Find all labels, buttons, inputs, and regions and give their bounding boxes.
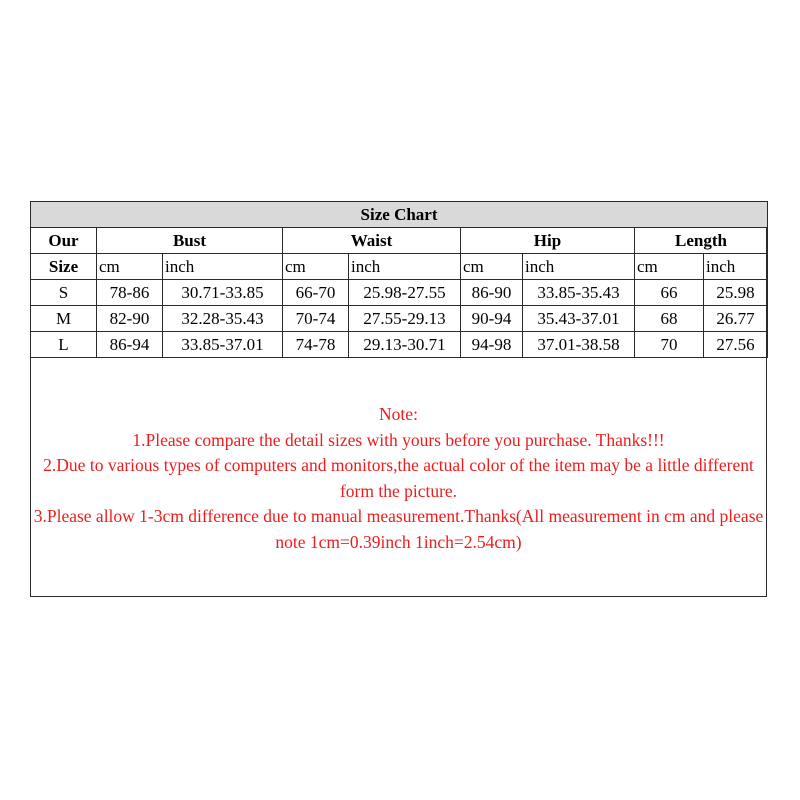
waist-cm-cell: 66-70 [283,280,349,306]
waist-cm-cell: 70-74 [283,306,349,332]
length-cm-cell: 66 [635,280,704,306]
length-inch-cell: 27.56 [704,332,768,358]
waist-inch-header: inch [349,254,461,280]
our-size-header-line1: Our [31,228,97,254]
length-header: Length [635,228,768,254]
size-chart [30,201,767,597]
bust-cm-cell: 78-86 [97,280,163,306]
length-inch-header: inch [704,254,768,280]
waist-inch-cell: 25.98-27.55 [349,280,461,306]
size-cell: S [31,280,97,306]
table-row [31,332,768,358]
our-size-header-line2: Size [31,254,97,280]
length-inch-cell: 25.98 [704,280,768,306]
hip-header: Hip [461,228,635,254]
hip-cm-cell: 86-90 [461,280,523,306]
note-item-3: 3.Please allow 1-3cm difference due to manual measurement.Thanks(All measurement in cm and please note 1cm=0.39inch 1inch=2.54cm) [33,506,764,552]
note-heading: Note: [379,404,418,424]
hip-inch-cell: 37.01-38.58 [523,332,635,358]
bust-inch-cell: 33.85-37.01 [163,332,283,358]
bust-cm-cell: 86-94 [97,332,163,358]
length-cm-header: cm [635,254,704,280]
size-table [30,201,768,358]
bust-inch-cell: 32.28-35.43 [163,306,283,332]
hip-inch-cell: 35.43-37.01 [523,306,635,332]
waist-inch-cell: 29.13-30.71 [349,332,461,358]
hip-cm-header: cm [461,254,523,280]
bust-cm-cell: 82-90 [97,306,163,332]
bust-header: Bust [97,228,283,254]
hip-cm-cell: 94-98 [461,332,523,358]
note-item-2: 2.Due to various types of computers and monitors,the actual color of the item may be a little different form the picture. [43,455,754,501]
length-cm-cell: 70 [635,332,704,358]
bust-inch-header: inch [163,254,283,280]
waist-header: Waist [283,228,461,254]
waist-cm-cell: 74-78 [283,332,349,358]
waist-inch-cell: 27.55-29.13 [349,306,461,332]
bust-cm-header: cm [97,254,163,280]
length-cm-cell: 68 [635,306,704,332]
notes-section [31,402,766,555]
hip-inch-cell: 33.85-35.43 [523,280,635,306]
size-cell: M [31,306,97,332]
chart-title: Size Chart [31,202,768,228]
waist-cm-header: cm [283,254,349,280]
length-inch-cell: 26.77 [704,306,768,332]
hip-inch-header: inch [523,254,635,280]
table-row [31,280,768,306]
bust-inch-cell: 30.71-33.85 [163,280,283,306]
note-item-1: 1.Please compare the detail sizes with yours before you purchase. Thanks!!! [132,429,665,450]
size-cell: L [31,332,97,358]
hip-cm-cell: 90-94 [461,306,523,332]
table-row [31,306,768,332]
